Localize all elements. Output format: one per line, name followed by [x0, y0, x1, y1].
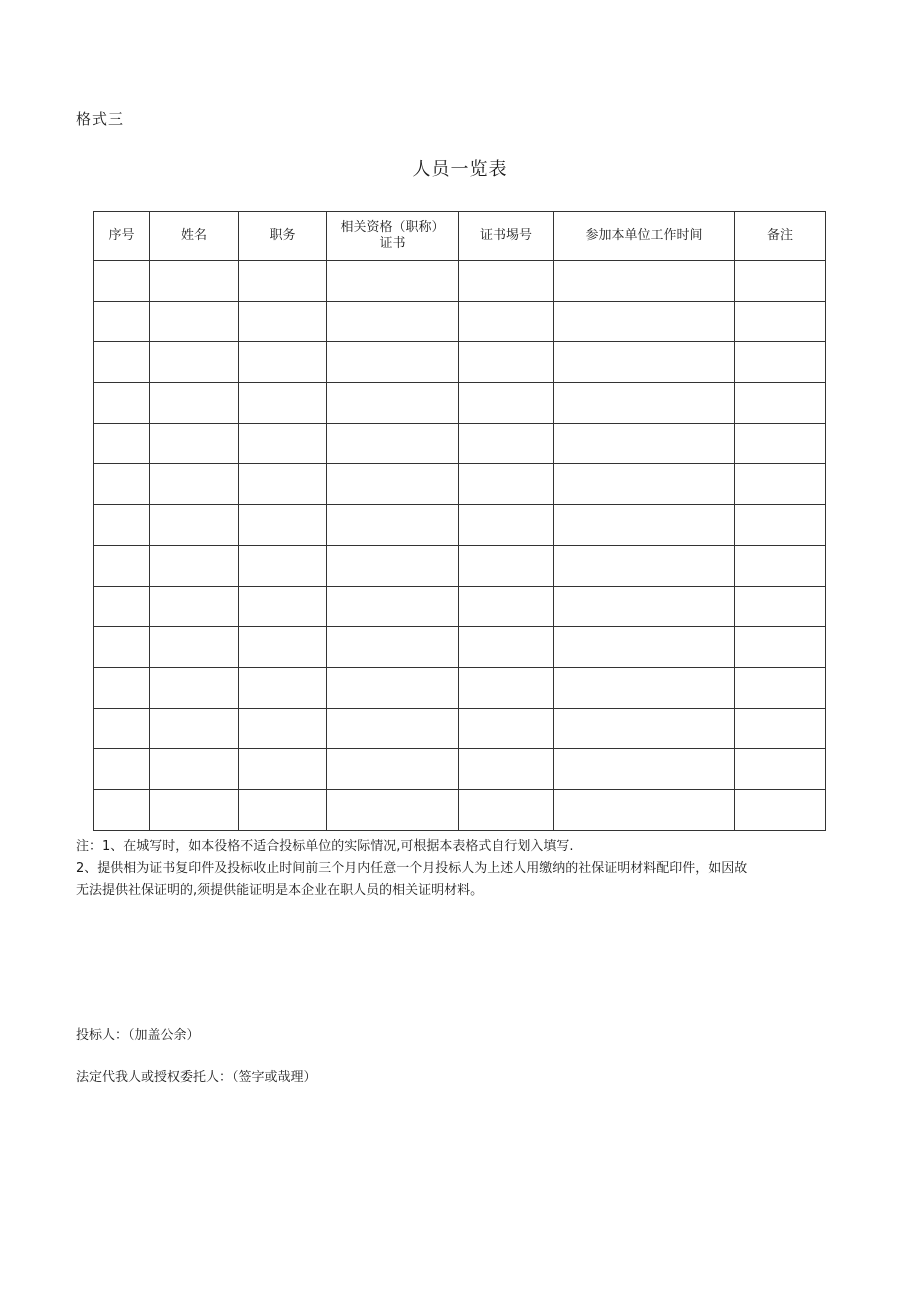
table-cell[interactable] [459, 586, 554, 627]
table-cell[interactable] [459, 464, 554, 505]
table-cell[interactable] [735, 545, 826, 586]
table-cell[interactable] [239, 708, 327, 749]
table-cell[interactable] [459, 383, 554, 424]
table-cell[interactable] [94, 627, 150, 668]
table-row [94, 383, 826, 424]
table-cell[interactable] [327, 342, 459, 383]
table-cell[interactable] [554, 342, 735, 383]
staff-table [93, 211, 826, 831]
table-cell[interactable] [94, 505, 150, 546]
table-cell[interactable] [459, 627, 554, 668]
table-cell[interactable] [554, 586, 735, 627]
table-cell[interactable] [239, 464, 327, 505]
header-remarks: 备注 [735, 212, 826, 261]
table-header-row [94, 212, 826, 261]
table-cell[interactable] [94, 464, 150, 505]
table-cell[interactable] [150, 708, 239, 749]
table-cell[interactable] [239, 423, 327, 464]
table-cell[interactable] [554, 708, 735, 749]
table-cell[interactable] [735, 627, 826, 668]
table-cell[interactable] [150, 423, 239, 464]
table-cell[interactable] [327, 383, 459, 424]
table-cell[interactable] [239, 301, 327, 342]
table-cell[interactable] [735, 505, 826, 546]
table-cell[interactable] [239, 505, 327, 546]
table-cell[interactable] [239, 545, 327, 586]
table-row [94, 789, 826, 830]
representative-signature-line: 法定代我人或授权委托人：（签字或哉理） [76, 1070, 317, 1085]
table-cell[interactable] [554, 383, 735, 424]
table-cell[interactable] [94, 342, 150, 383]
table-cell[interactable] [327, 749, 459, 790]
table-cell[interactable] [239, 749, 327, 790]
table-row [94, 749, 826, 790]
table-cell[interactable] [735, 301, 826, 342]
table-cell[interactable] [94, 749, 150, 790]
table-cell[interactable] [239, 667, 327, 708]
table-cell[interactable] [150, 749, 239, 790]
header-certificate-number: 证书埸号 [459, 212, 554, 261]
table-cell[interactable] [239, 627, 327, 668]
table-cell[interactable] [735, 749, 826, 790]
page-title: 人员一览表 [412, 159, 508, 180]
table-cell[interactable] [735, 464, 826, 505]
table-row [94, 708, 826, 749]
header-seq: 序号 [94, 212, 150, 261]
table-cell[interactable] [554, 301, 735, 342]
table-cell[interactable] [150, 789, 239, 830]
table-cell[interactable] [150, 301, 239, 342]
table-cell[interactable] [459, 301, 554, 342]
table-cell[interactable] [735, 789, 826, 830]
table-cell[interactable] [94, 383, 150, 424]
header-qualification-line2: 证书 [379, 236, 406, 251]
table-cell[interactable] [239, 261, 327, 302]
table-row [94, 464, 826, 505]
table-cell[interactable] [94, 586, 150, 627]
table-cell[interactable] [735, 342, 826, 383]
table-cell[interactable] [327, 464, 459, 505]
table-cell[interactable] [239, 342, 327, 383]
table-row [94, 586, 826, 627]
table-cell[interactable] [94, 708, 150, 749]
table-cell[interactable] [327, 667, 459, 708]
note-line-1: 注：1、在城写时，如本役格不适合投标单位的实际情况,可根据本表格式自行划入填写. [76, 839, 574, 854]
table-cell[interactable] [735, 667, 826, 708]
table-cell[interactable] [459, 789, 554, 830]
table-cell[interactable] [735, 708, 826, 749]
header-name: 姓名 [150, 212, 239, 261]
table-cell[interactable] [735, 261, 826, 302]
table-cell[interactable] [459, 749, 554, 790]
table-cell[interactable] [150, 261, 239, 302]
table-cell[interactable] [327, 423, 459, 464]
header-qualification-line1: 相关资格（职称） [340, 220, 445, 235]
note-line-3: 无法提供社保证明的,须提供能证明是本企业在职人员的相关证明材料。 [76, 883, 484, 898]
table-cell[interactable] [94, 423, 150, 464]
header-join-date: 参加本单位工作时间 [554, 212, 735, 261]
table-cell[interactable] [554, 667, 735, 708]
bidder-signature-line: 投标人：（加盖公余） [76, 1028, 200, 1043]
table-cell[interactable] [327, 545, 459, 586]
table-cell[interactable] [239, 586, 327, 627]
table-cell[interactable] [327, 789, 459, 830]
table-cell[interactable] [94, 789, 150, 830]
table-cell[interactable] [459, 423, 554, 464]
table-cell[interactable] [554, 789, 735, 830]
table-cell[interactable] [327, 627, 459, 668]
table-cell[interactable] [554, 749, 735, 790]
table-cell[interactable] [459, 342, 554, 383]
table-cell[interactable] [150, 383, 239, 424]
table-cell[interactable] [459, 505, 554, 546]
header-position: 职务 [239, 212, 327, 261]
table-cell[interactable] [94, 301, 150, 342]
table-body [94, 261, 826, 831]
table-cell[interactable] [554, 464, 735, 505]
table-cell[interactable] [150, 464, 239, 505]
table-cell[interactable] [735, 383, 826, 424]
table-cell[interactable] [94, 545, 150, 586]
table-cell[interactable] [554, 423, 735, 464]
table-cell[interactable] [459, 708, 554, 749]
table-cell[interactable] [150, 586, 239, 627]
table-cell[interactable] [459, 545, 554, 586]
table-cell[interactable] [735, 423, 826, 464]
table-cell[interactable] [239, 789, 327, 830]
table-cell[interactable] [150, 545, 239, 586]
table-cell[interactable] [150, 667, 239, 708]
table-cell[interactable] [554, 505, 735, 546]
table-row [94, 667, 826, 708]
table-cell[interactable] [150, 505, 239, 546]
table-row [94, 261, 826, 302]
header-qualification [327, 212, 459, 261]
table-cell[interactable] [327, 505, 459, 546]
table-cell[interactable] [150, 342, 239, 383]
table-cell[interactable] [327, 708, 459, 749]
notes [76, 836, 836, 902]
table-cell[interactable] [459, 261, 554, 302]
table-row [94, 342, 826, 383]
table-row [94, 505, 826, 546]
table-cell[interactable] [327, 261, 459, 302]
table-row [94, 301, 826, 342]
note-line-2: 2、提供相为证书复印件及投标收止时间前三个月内任意一个月投标人为上述人用缴纳的社保证明材料配印件，如因故 [76, 861, 748, 876]
table-cell[interactable] [554, 627, 735, 668]
table-cell[interactable] [735, 586, 826, 627]
table-cell[interactable] [554, 261, 735, 302]
table-row [94, 545, 826, 586]
format-label: 格式三 [76, 110, 125, 128]
table-cell[interactable] [459, 667, 554, 708]
table-cell[interactable] [150, 627, 239, 668]
table-cell[interactable] [327, 301, 459, 342]
table-cell[interactable] [94, 667, 150, 708]
table-row [94, 423, 826, 464]
table-row [94, 627, 826, 668]
table-cell[interactable] [94, 261, 150, 302]
table-cell[interactable] [239, 383, 327, 424]
table-cell[interactable] [554, 545, 735, 586]
table-cell[interactable] [327, 586, 459, 627]
